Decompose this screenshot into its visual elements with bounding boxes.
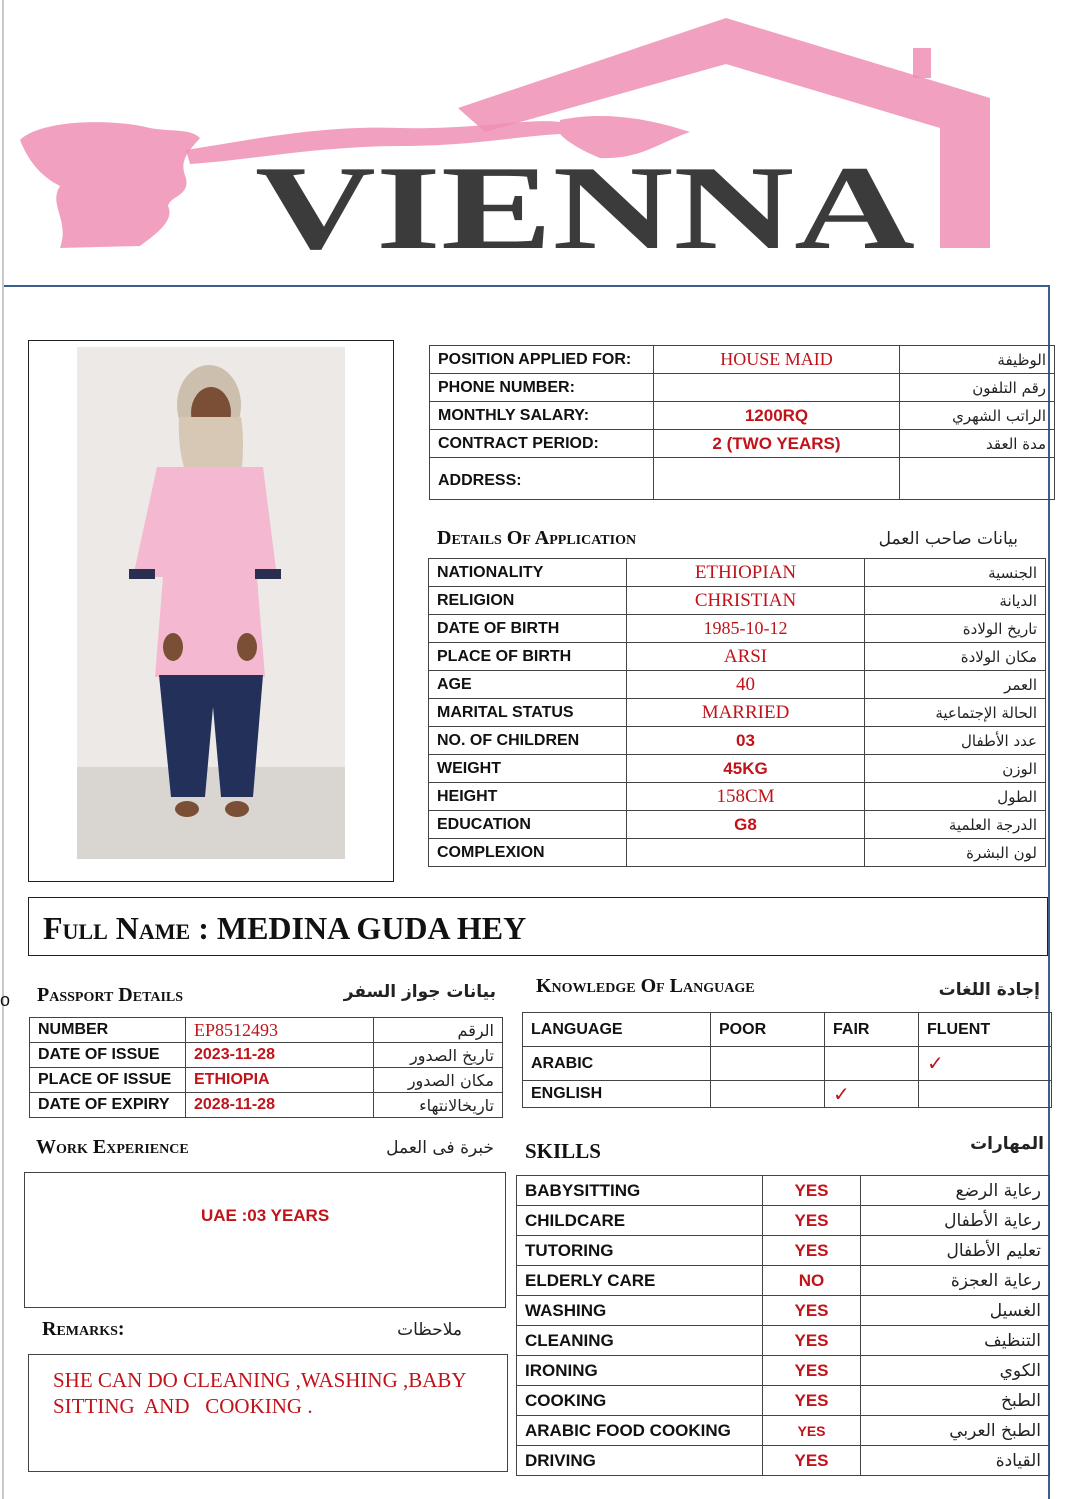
col-fair: FAIR bbox=[825, 1013, 919, 1047]
pob-value: ARSI bbox=[627, 643, 865, 671]
skill-name-ar: الكوي bbox=[861, 1356, 1050, 1386]
position-label: POSITION APPLIED FOR: bbox=[430, 346, 654, 374]
details-heading-ar: بيانات صاحب العمل bbox=[878, 529, 1018, 549]
issue-place-value: ETHIOPIA bbox=[186, 1068, 374, 1093]
pob-label-ar: مكان الولادة bbox=[865, 643, 1046, 671]
skill-name-ar: تعليم الأطفال bbox=[861, 1236, 1050, 1266]
address-label-ar bbox=[900, 458, 1055, 500]
skill-name: DRIVING bbox=[517, 1446, 763, 1476]
skill-name: BABYSITTING bbox=[517, 1176, 763, 1206]
skill-name: COOKING bbox=[517, 1386, 763, 1416]
skill-name: IRONING bbox=[517, 1356, 763, 1386]
arabic-fluent-check-icon: ✓ bbox=[919, 1047, 1052, 1081]
position-value: HOUSE MAID bbox=[654, 346, 900, 374]
skill-name: WASHING bbox=[517, 1296, 763, 1326]
table-row bbox=[517, 1356, 1050, 1386]
dob-value: 1985-10-12 bbox=[627, 615, 865, 643]
arabic-poor bbox=[711, 1047, 825, 1081]
skill-value: YES bbox=[763, 1416, 861, 1446]
salary-value: 1200RQ bbox=[654, 402, 900, 430]
table-row bbox=[523, 1047, 1052, 1081]
work-experience-text: UAE :03 YEARS bbox=[201, 1206, 330, 1225]
work-heading: Work Experience bbox=[36, 1136, 189, 1158]
table-row bbox=[517, 1326, 1050, 1356]
salary-label-ar: الراتب الشهري bbox=[900, 402, 1055, 430]
contract-label: CONTRACT PERIOD: bbox=[430, 430, 654, 458]
skill-value: YES bbox=[763, 1446, 861, 1476]
skill-name: TUTORING bbox=[517, 1236, 763, 1266]
address-value bbox=[654, 458, 900, 500]
phone-label: PHONE NUMBER: bbox=[430, 374, 654, 402]
marital-value: MARRIED bbox=[627, 699, 865, 727]
expiry-date-label: DATE OF EXPIRY bbox=[30, 1093, 186, 1118]
skill-value: YES bbox=[763, 1176, 861, 1206]
vienna-logo-graphic bbox=[0, 0, 1079, 285]
table-row bbox=[30, 1068, 503, 1093]
table-row bbox=[517, 1296, 1050, 1326]
height-value: 158CM bbox=[627, 783, 865, 811]
issue-date-value: 2023-11-28 bbox=[186, 1043, 374, 1068]
issue-date-label-ar: تاريخ الصدور bbox=[374, 1043, 503, 1068]
table-row bbox=[517, 1416, 1050, 1446]
table-row bbox=[517, 1176, 1050, 1206]
passport-heading-ar: بيانات جواز السفر bbox=[343, 982, 496, 1002]
language-arabic: ARABIC bbox=[523, 1047, 711, 1081]
contract-value: 2 (TWO YEARS) bbox=[654, 430, 900, 458]
table-row bbox=[517, 1236, 1050, 1266]
passport-number-label-ar: الرقم bbox=[374, 1018, 503, 1043]
col-language: LANGUAGE bbox=[523, 1013, 711, 1047]
table-row bbox=[429, 587, 1046, 615]
age-label-ar: العمر bbox=[865, 671, 1046, 699]
english-fair-check-icon: ✓ bbox=[825, 1081, 919, 1108]
children-value: 03 bbox=[627, 727, 865, 755]
vienna-logo bbox=[0, 0, 1079, 285]
table-row bbox=[429, 783, 1046, 811]
details-table bbox=[428, 558, 1046, 867]
children-label: NO. OF CHILDREN bbox=[429, 727, 627, 755]
dob-label: DATE OF BIRTH bbox=[429, 615, 627, 643]
complexion-label-ar: لون البشرة bbox=[865, 839, 1046, 867]
skill-name-ar: رعاية الرضع bbox=[861, 1176, 1050, 1206]
remarks-heading: Remarks: bbox=[42, 1318, 125, 1340]
table-row bbox=[430, 402, 1055, 430]
contract-label-ar: مدة العقد bbox=[900, 430, 1055, 458]
marital-label-ar: الحالة الإجتماعية bbox=[865, 699, 1046, 727]
table-row bbox=[517, 1446, 1050, 1476]
skill-value: YES bbox=[763, 1296, 861, 1326]
complexion-value bbox=[627, 839, 865, 867]
skill-name-ar: الطبخ bbox=[861, 1386, 1050, 1416]
table-row bbox=[429, 671, 1046, 699]
education-label-ar: الدرجة العلمية bbox=[865, 811, 1046, 839]
arabic-fair bbox=[825, 1047, 919, 1081]
nationality-label: NATIONALITY bbox=[429, 559, 627, 587]
skill-name-ar: رعاية العجزة bbox=[861, 1266, 1050, 1296]
issue-place-label-ar: مكان الصدور bbox=[374, 1068, 503, 1093]
table-row bbox=[523, 1013, 1052, 1047]
table-row bbox=[429, 839, 1046, 867]
language-heading-ar: إجادة اللغات bbox=[938, 980, 1040, 1000]
age-label: AGE bbox=[429, 671, 627, 699]
passport-table bbox=[29, 1017, 503, 1118]
age-value: 40 bbox=[627, 671, 865, 699]
table-row bbox=[430, 430, 1055, 458]
table-row bbox=[429, 727, 1046, 755]
skill-value: YES bbox=[763, 1356, 861, 1386]
skill-name: CHILDCARE bbox=[517, 1206, 763, 1236]
skill-value: YES bbox=[763, 1206, 861, 1236]
vienna-brand-text: VIENNA bbox=[255, 141, 915, 274]
table-row bbox=[429, 643, 1046, 671]
full-name: Full Name : MEDINA GUDA HEY bbox=[43, 910, 527, 946]
skills-heading-ar: المهارات bbox=[970, 1134, 1044, 1154]
table-row bbox=[523, 1081, 1052, 1108]
skills-heading: SKILLS bbox=[525, 1139, 601, 1163]
pob-label: PLACE OF BIRTH bbox=[429, 643, 627, 671]
table-row bbox=[517, 1266, 1050, 1296]
skill-value: NO bbox=[763, 1266, 861, 1296]
religion-label: RELIGION bbox=[429, 587, 627, 615]
full-name-box bbox=[28, 897, 1048, 956]
work-experience-box bbox=[24, 1172, 506, 1308]
height-label: HEIGHT bbox=[429, 783, 627, 811]
col-fluent: FLUENT bbox=[919, 1013, 1052, 1047]
english-poor bbox=[711, 1081, 825, 1108]
skill-name: CLEANING bbox=[517, 1326, 763, 1356]
education-label: EDUCATION bbox=[429, 811, 627, 839]
skill-name: ELDERLY CARE bbox=[517, 1266, 763, 1296]
phone-value bbox=[654, 374, 900, 402]
remarks-heading-ar: ملاحظات bbox=[397, 1320, 462, 1340]
language-english: ENGLISH bbox=[523, 1081, 711, 1108]
applicant-photo-frame bbox=[28, 340, 394, 882]
table-row bbox=[30, 1018, 503, 1043]
skill-name: ARABIC FOOD COOKING bbox=[517, 1416, 763, 1446]
skill-name-ar: رعاية الأطفال bbox=[861, 1206, 1050, 1236]
complexion-label: COMPLEXION bbox=[429, 839, 627, 867]
expiry-date-label-ar: تاريخالانتهاء bbox=[374, 1093, 503, 1118]
header-divider bbox=[4, 285, 1050, 287]
skill-name-ar: القيادة bbox=[861, 1446, 1050, 1476]
applicant-photo bbox=[77, 347, 345, 859]
position-label-ar: الوظيفة bbox=[900, 346, 1055, 374]
passport-number-value: EP8512493 bbox=[186, 1018, 374, 1043]
skills-table bbox=[516, 1175, 1050, 1476]
marital-label: MARITAL STATUS bbox=[429, 699, 627, 727]
english-fluent bbox=[919, 1081, 1052, 1108]
table-row bbox=[517, 1206, 1050, 1236]
table-row bbox=[430, 374, 1055, 402]
table-row bbox=[429, 811, 1046, 839]
col-poor: POOR bbox=[711, 1013, 825, 1047]
table-row bbox=[429, 615, 1046, 643]
nationality-label-ar: الجنسية bbox=[865, 559, 1046, 587]
skill-name-ar: الطبخ العربي bbox=[861, 1416, 1050, 1446]
salary-label: MONTHLY SALARY: bbox=[430, 402, 654, 430]
skill-name-ar: الغسيل bbox=[861, 1296, 1050, 1326]
table-row bbox=[430, 346, 1055, 374]
height-label-ar: الطول bbox=[865, 783, 1046, 811]
details-heading: Details Of Application bbox=[437, 527, 637, 549]
issue-place-label: PLACE OF ISSUE bbox=[30, 1068, 186, 1093]
table-row bbox=[30, 1093, 503, 1118]
position-table bbox=[429, 345, 1055, 500]
table-row bbox=[517, 1386, 1050, 1416]
education-value: G8 bbox=[627, 811, 865, 839]
issue-date-label: DATE OF ISSUE bbox=[30, 1043, 186, 1068]
remarks-text: SHE CAN DO CLEANING ,WASHING ,BABY SITTING AND COOKING . bbox=[53, 1368, 467, 1418]
table-row bbox=[429, 559, 1046, 587]
religion-value: CHRISTIAN bbox=[627, 587, 865, 615]
table-row bbox=[429, 755, 1046, 783]
weight-label-ar: الوزن bbox=[865, 755, 1046, 783]
language-heading: Knowledge Of Language bbox=[536, 975, 755, 997]
phone-label-ar: رقم التلفون bbox=[900, 374, 1055, 402]
weight-label: WEIGHT bbox=[429, 755, 627, 783]
stray-mark: o bbox=[0, 990, 11, 1010]
expiry-date-value: 2028-11-28 bbox=[186, 1093, 374, 1118]
table-row bbox=[430, 458, 1055, 500]
skill-name-ar: التنظيف bbox=[861, 1326, 1050, 1356]
table-row bbox=[30, 1043, 503, 1068]
skill-value: YES bbox=[763, 1386, 861, 1416]
children-label-ar: عدد الأطفال bbox=[865, 727, 1046, 755]
work-heading-ar: خبرة فى العمل bbox=[386, 1138, 494, 1158]
nationality-value: ETHIOPIAN bbox=[627, 559, 865, 587]
skill-value: YES bbox=[763, 1236, 861, 1266]
language-table bbox=[522, 1012, 1052, 1108]
passport-number-label: NUMBER bbox=[30, 1018, 186, 1043]
table-row bbox=[429, 699, 1046, 727]
dob-label-ar: تاريخ الولادة bbox=[865, 615, 1046, 643]
address-label: ADDRESS: bbox=[430, 458, 654, 500]
skill-value: YES bbox=[763, 1326, 861, 1356]
remarks-box bbox=[28, 1354, 508, 1472]
passport-heading: Passport Details bbox=[37, 984, 184, 1006]
religion-label-ar: الديانة bbox=[865, 587, 1046, 615]
weight-value: 45KG bbox=[627, 755, 865, 783]
